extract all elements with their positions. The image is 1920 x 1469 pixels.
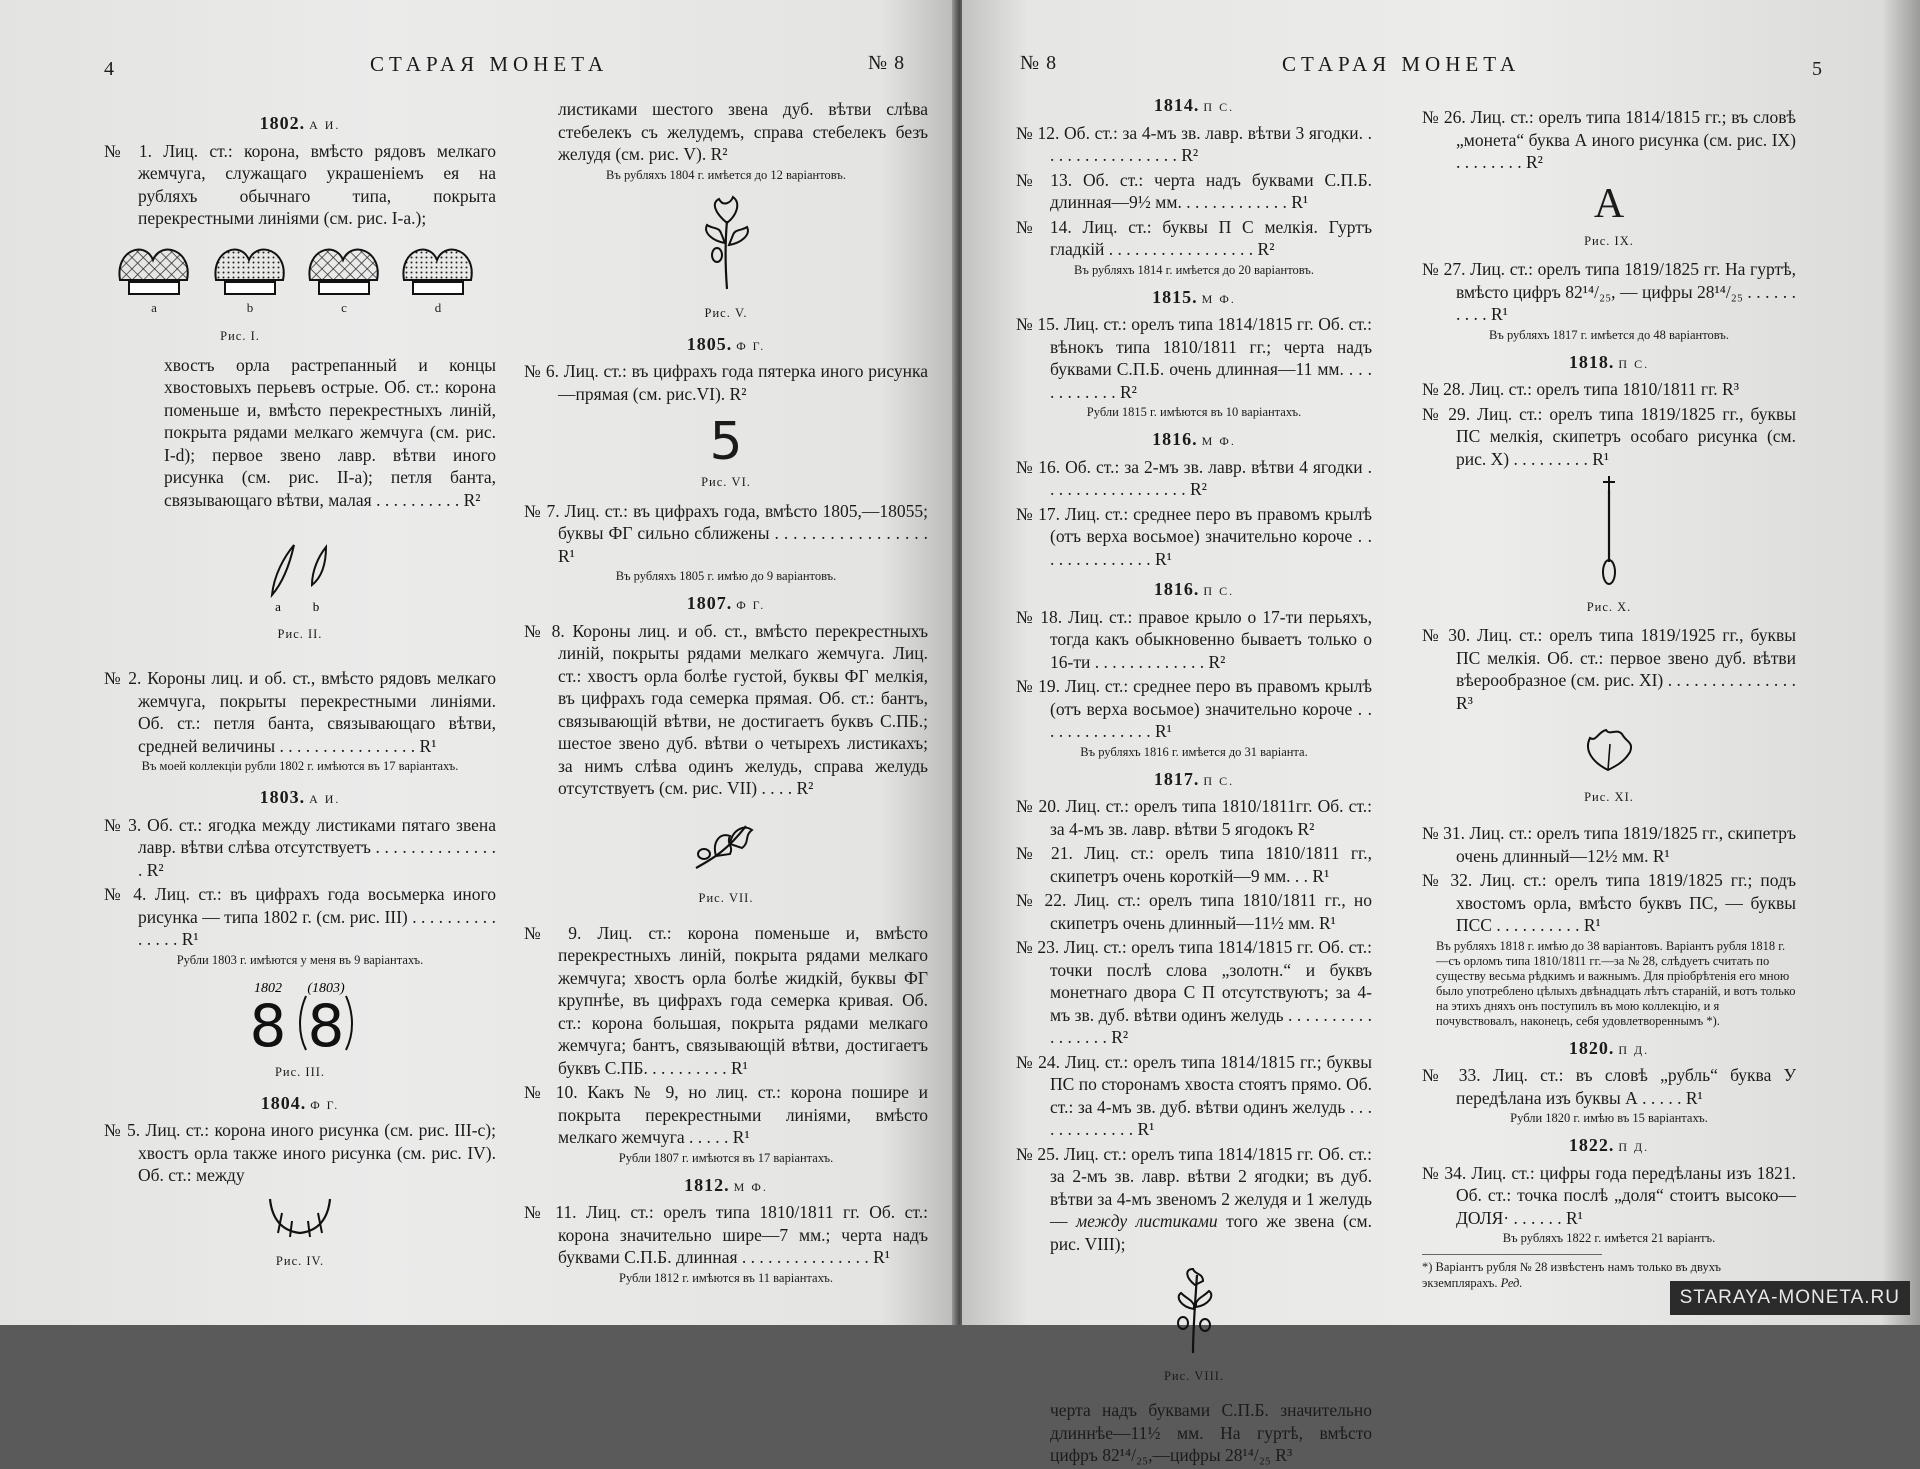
entry-9: № 9. Лиц. ст.: корона поменьше и, вмѣсто перекрестныхъ линій, покрыта рядами мелкаго жемчуга; хвостъ орла болѣе жидкій, буквы ФГ крупнѣе, въ цифрахъ года семерка кривая. Об. ст.: корона большая, покрыта рядами мелкаго жемчуга; бантъ, связывающій вѣтви, достигаетъ буквъ С.ПБ. . . . . . . . . . R¹ bbox=[524, 922, 928, 1078]
entry-22: № 22. Лиц. ст.: орелъ типа 1810/1811 гг., но скипетръ очень длинный—11½ мм. R¹ bbox=[1016, 890, 1372, 933]
entry-24: № 24. Лиц. ст.: орелъ типа 1814/1815 гг.; буквы ПС по сторонамъ хвоста стоятъ прямо. Об. ст.: за 4-мъ зв. дуб. вѣтви одинъ желудь . . . . . . . . . . . . . R¹ bbox=[1016, 1051, 1372, 1139]
figure-5-caption: Рис. V. bbox=[704, 306, 748, 320]
year-heading-1816-ps: 1816. П С. bbox=[1153, 579, 1235, 599]
fig3-label-1803: (1803) bbox=[307, 980, 345, 996]
figure-10-sceptre bbox=[1422, 476, 1796, 592]
figure-7-caption: Рис. VII. bbox=[698, 891, 754, 905]
year-heading-1805: 1805. Ф Г. bbox=[686, 333, 766, 354]
figure-7-branch bbox=[524, 806, 928, 884]
figure-11-caption: Рис. XI. bbox=[1584, 789, 1634, 804]
figure-4-caption: Рис. IV. bbox=[275, 1254, 325, 1268]
entry-11: № 11. Лиц. ст.: орелъ типа 1810/1811 гг. Об. ст.: корона значительно шире—7 мм.; черта надъ буквами С.П.Б. длинная . . . . . . . . . . . . . . . R¹ bbox=[524, 1202, 928, 1267]
entry-27: № 27. Лиц. ст.: орелъ типа 1819/1825 гг. На гуртѣ, вмѣсто цифръ 82¹⁴/₂₅, — цифры 28¹⁴/₂₅ . . . . . . . . . . R¹ bbox=[1422, 259, 1796, 324]
entry-21: № 21. Лиц. ст.: орелъ типа 1810/1811 гг., скипетръ очень короткій—9 мм. . . R¹ bbox=[1016, 843, 1372, 886]
entry-29: № 29. Лиц. ст.: орелъ типа 1819/1825 гг., буквы ПС мелкія, скипетръ особаго рисунка (см. рис. X) . . . . . . . . . R¹ bbox=[1422, 403, 1796, 469]
entry-1: № 1. Лиц. ст.: корона, вмѣсто рядовъ мелкаго жемчуга, служащаго украшеніемъ ея на рубляхъ обычнаго типа, покрыта перекрестными линіями (см. рис. I-a.); bbox=[104, 140, 496, 228]
fig1-label-a: a bbox=[151, 299, 157, 315]
right-column-2 bbox=[1422, 82, 1796, 1291]
figure-4-tail bbox=[104, 1193, 496, 1247]
entry-16: № 16. Об. ст.: за 2-мъ зв. лавр. вѣтви 4 ягодки . . . . . . . . . . . . . . . . . R² bbox=[1016, 456, 1372, 499]
entry-17: № 17. Лиц. ст.: среднее перо въ правомъ крылѣ (отъ верха восьмое) значительно короче . . . . . . . . . . . . . . R¹ bbox=[1016, 503, 1372, 569]
year-heading-1822: 1822. П Д. bbox=[1568, 1135, 1650, 1155]
note-1816: Въ рубляхъ 1816 г. имѣется до 31 варіанта. bbox=[1080, 744, 1308, 759]
page-number: 5 bbox=[1812, 58, 1822, 80]
year-heading-1802: 1802. А И. bbox=[259, 113, 341, 133]
site-watermark: STARAYA-MONETA.RU bbox=[1670, 1281, 1910, 1315]
figure-1-caption: Рис. I. bbox=[220, 329, 260, 343]
year-heading-1814: 1814. П С. bbox=[1153, 95, 1235, 115]
oak-leaves-illustration bbox=[686, 806, 766, 878]
running-head: СТАРАЯ МОНЕТА bbox=[1282, 52, 1521, 76]
entry-28: № 28. Лиц. ст.: орелъ типа 1810/1811 гг. R³ bbox=[1422, 379, 1739, 399]
entry-1-continued: хвостъ орла растрепанный и концы хвостовыхъ перьевъ острые. Об. ст.: корона поменьше и, вмѣсто перекрестныхъ линій, покрыта рядами мелкаго жемчуга (см. рис. I-d); первое звено лавр. вѣтви иного рисунка (см. рис. II-a); петля банта, связывающаго вѣтви, малая . . . . . . . . . . R² bbox=[164, 354, 496, 510]
entry-33: № 33. Лиц. ст.: въ словѣ „рубль“ буква У передѣлана изъ буквы А . . . . . R¹ bbox=[1422, 1065, 1796, 1108]
footnote-text: *) Варіантъ рубля № 28 извѣстенъ намъ только въ двухъ экземплярахъ. bbox=[1422, 1260, 1721, 1290]
crowns-illustration bbox=[105, 236, 495, 316]
eights-illustration bbox=[230, 974, 370, 1060]
running-head: СТАРАЯ МОНЕТА bbox=[370, 52, 609, 76]
crown-c bbox=[309, 249, 377, 293]
fan-leaf-illustration bbox=[1574, 720, 1644, 776]
leaves-illustration bbox=[250, 533, 350, 613]
entry-14: № 14. Лиц. ст.: буквы П С мелкія. Гуртъ гладкій . . . . . . . . . . . . . . . . . R² bbox=[1016, 216, 1372, 259]
note-1820: Рубли 1820 г. имѣю въ 15 варіантахъ. bbox=[1510, 1111, 1708, 1125]
page-number: 4 bbox=[104, 58, 114, 80]
entry-30: № 30. Лиц. ст.: орелъ типа 1819/1925 гг., буквы ПС мелкія. Об. ст.: первое звено дуб. вѣтви вѣерообразное (см. рис. XI) . . . . . . . . . . . . . . . R³ bbox=[1422, 625, 1796, 713]
sceptre-illustration bbox=[1589, 476, 1629, 586]
entry-5: № 5. Лиц. ст.: корона иного рисунка (см. рис. III-c); хвостъ орла также иного рисунка (см. рис. IV). Об. ст.: между bbox=[104, 1120, 496, 1185]
year-heading-1803: 1803. А И. bbox=[259, 787, 341, 807]
entry-3: № 3. Об. ст.: ягодка между листиками пятаго звена лавр. вѣтви слѣва отсутствуетъ . . . . . . . . . . . . . . . R² bbox=[104, 814, 496, 880]
figure-3-caption: Рис. III. bbox=[274, 1065, 326, 1079]
crown-b bbox=[215, 249, 283, 293]
footnote bbox=[1422, 1254, 1721, 1291]
entry-8: № 8. Короны лиц. и об. ст., вмѣсто перекрестныхъ линій, покрыты рядами мелкаго жемчуга. Лиц. ст.: хвостъ орла болѣе густой, буквы ФГ мелкія, въ цифрахъ года семерка прямая. Об. ст.: бантъ, связывающій вѣтви, не достигаетъ буквъ С.ПБ.; шестое звено дуб. вѣтви о четырехъ листикахъ; за нимъ слѣва одинъ желудь, справа желудь отсутствуетъ (см. рис. VII) . . . . R² bbox=[524, 620, 928, 798]
entry-4: № 4. Лиц. ст.: въ цифрахъ года восьмерка иного рисунка — типа 1802 г. (см. рис. III) . . . . . . . . . . . . . . . R¹ bbox=[104, 884, 496, 949]
entry-31: № 31. Лиц. ст.: орелъ типа 1819/1825 гг., скипетръ очень длинный—12½ мм. R¹ bbox=[1422, 823, 1796, 866]
right-column-1 bbox=[1016, 90, 1372, 1469]
note-1804: Въ рубляхъ 1804 г. имѣется до 12 варіантовъ. bbox=[606, 167, 846, 182]
svg-text:8: 8 bbox=[307, 991, 345, 1060]
year-heading-1804: 1804. Ф Г. bbox=[260, 1092, 340, 1113]
note-1802: Въ моей коллекціи рубли 1802 г. имѣются въ 17 варіантахъ. bbox=[141, 759, 459, 773]
entry-25-continued: черта надъ буквами С.П.Б. значительно длиннѣе—11½ мм. На гуртѣ, вмѣсто цифръ 82¹⁴/₂₅,—цифры 28¹⁴/₂₅ R³ bbox=[1050, 1400, 1372, 1465]
figure-5-branch bbox=[524, 193, 928, 299]
fig1-label-d: d bbox=[434, 299, 442, 315]
figure-2-leaves bbox=[104, 533, 496, 619]
fig1-label-b: b bbox=[246, 299, 254, 315]
tail-illustration bbox=[260, 1193, 340, 1241]
svg-text:8: 8 bbox=[249, 991, 287, 1060]
note-1803: Рубли 1803 г. имѣются у меня въ 9 варіантахъ. bbox=[176, 952, 424, 967]
fig2-label-a: a bbox=[275, 599, 281, 614]
entry-23: № 23. Лиц. ст.: орелъ типа 1814/1815 гг. Об. ст.: точки послѣ слова „золотн.“ и буквъ монетнаго двора С П отсутствуютъ; за 4-мъ зв. дуб. вѣтви одинъ желудь . . . . . . . . . . . . . . . . . R² bbox=[1016, 937, 1372, 1047]
figure-8-branch bbox=[1016, 1265, 1372, 1361]
note-1805: Въ рубляхъ 1805 г. имѣю до 9 варіантовъ. bbox=[615, 569, 837, 583]
year-heading-1820: 1820. П Д. bbox=[1568, 1037, 1650, 1058]
entry-12: № 12. Об. ст.: за 4-мъ зв. лавр. вѣтви 3 ягодки. . . . . . . . . . . . . . . . . R² bbox=[1016, 122, 1372, 165]
entry-25: № 25. Лиц. ст.: орелъ типа 1814/1815 гг. Об. ст.: за 2-мъ зв. лавр. вѣтви 2 ягодки; въ дуб. вѣтви за 4-мъ звеномъ 2 желудя и 1 желудь — между листиками того же звена (см. рис. VIII); bbox=[1016, 1143, 1373, 1254]
entry-18: № 18. Лиц. ст.: правое крыло о 17-ти перьяхъ, тогда какъ обыкновенно бываетъ только о 16-ти . . . . . . . . . . . . . R² bbox=[1016, 606, 1372, 672]
note-1822: Въ рубляхъ 1822 г. имѣется 21 варіантъ. bbox=[1502, 1231, 1716, 1245]
entry-2: № 2. Короны лиц. и об. ст., вмѣсто рядовъ мелкаго жемчуга, покрыты перекрестными линіями. Об. ст.: петля банта, связывающаго вѣтви, средней величины . . . . . . . . . . . . . . . . R¹ bbox=[104, 668, 496, 756]
entry-26: № 26. Лиц. ст.: орелъ типа 1814/1815 гг.; въ словѣ „монета“ буква А иного рисунка (см. рис. IX) . . . . . . . . R² bbox=[1422, 107, 1796, 172]
entry-10: № 10. Какъ № 9, но лиц. ст.: корона пошире и покрыта перекрестными линіями, вмѣсто мелкаго жемчуга . . . . . R¹ bbox=[524, 1082, 928, 1147]
note-1815: Рубли 1815 г. имѣются въ 10 варіантахъ. bbox=[1086, 405, 1302, 419]
entry-7: № 7. Лиц. ст.: въ цифрахъ года, вмѣсто 1805,—18055; буквы ФГ сильно сближены . . . . . . . . . . . . . . . . . R¹ bbox=[524, 500, 928, 566]
issue-number: № 8 bbox=[1020, 52, 1058, 74]
figure-9-caption: Рис. IX. bbox=[1584, 233, 1634, 248]
crown-a bbox=[119, 249, 187, 293]
left-page bbox=[0, 0, 958, 1325]
entry-13: № 13. Об. ст.: черта надъ буквами С.П.Б. длинная—9½ мм. . . . . . . . . . . . . R¹ bbox=[1016, 169, 1372, 212]
fig3-label-1802: 1802 bbox=[254, 980, 282, 996]
footnote-editor: Ред. bbox=[1500, 1276, 1523, 1290]
left-column-1 bbox=[104, 82, 496, 1279]
entry-6: № 6. Лиц. ст.: въ цифрахъ года пятерка иного рисунка—прямая (см. рис.VI). R² bbox=[524, 361, 928, 404]
year-heading-1818: 1818. П С. bbox=[1568, 351, 1650, 372]
figure-6-five: 5 bbox=[709, 412, 743, 472]
crown-d bbox=[403, 249, 471, 293]
oak-branch-illustration bbox=[691, 193, 761, 293]
figure-1-crowns bbox=[104, 236, 496, 322]
entry-34: № 34. Лиц. ст.: цифры года передѣланы изъ 1821. Об. ст.: точка послѣ „доля“ стоитъ высоко—ДОЛЯ· . . . . . . R¹ bbox=[1422, 1162, 1796, 1228]
figure-8-caption: Рис. VIII. bbox=[1163, 1368, 1225, 1383]
note-1817: Въ рубляхъ 1817 г. имѣется до 48 варіантовъ. bbox=[1489, 327, 1729, 342]
year-heading-1817: 1817. П С. bbox=[1153, 768, 1235, 789]
entry-20: № 20. Лиц. ст.: орелъ типа 1810/1811гг. Об. ст.: за 4-мъ зв. лавр. вѣтви 5 ягодокъ R² bbox=[1016, 796, 1372, 839]
year-heading-1812: 1812. М Ф. bbox=[684, 1174, 768, 1195]
year-heading-1816-mf: 1816. М Ф. bbox=[1152, 429, 1236, 449]
note-1812: Рубли 1812 г. имѣются въ 11 варіантахъ. bbox=[619, 1270, 833, 1285]
figure-3-eights bbox=[104, 974, 496, 1058]
laurel-branch-illustration bbox=[1159, 1265, 1229, 1355]
entry-19: № 19. Лиц. ст.: среднее перо въ правомъ крылѣ (отъ верха восьмое) значительно короче . . . . . . . . . . . . . . R¹ bbox=[1016, 676, 1372, 741]
year-heading-1807: 1807. Ф Г. bbox=[686, 593, 766, 613]
figure-11-leaf bbox=[1422, 720, 1796, 782]
entry-15: № 15. Лиц. ст.: орелъ типа 1814/1815 гг. Об. ст.: вѣнокъ типа 1810/1811 гг.; черта надъ буквами С.П.Б. очень длинная—11 мм. . . . . . . . . . . . R² bbox=[1016, 314, 1372, 402]
right-page bbox=[962, 0, 1920, 1465]
figure-2-caption: Рис. II. bbox=[277, 626, 323, 641]
figure-9-letter-a: A bbox=[1593, 180, 1625, 227]
left-column-2 bbox=[524, 98, 928, 1290]
fig2-label-b: b bbox=[312, 599, 320, 614]
note-1818: Въ рубляхъ 1818 г. имѣю до 38 варіантовъ. Варіантъ рубля 1818 г.—съ орломъ типа 1810/1811 гг.—за № 28, слѣдуетъ считать по существу весьма рѣдкимъ и важнымъ. Для пріобрѣтенія его мною было употреблено цѣлыхъ двѣнадцать лѣтъ стараній, и вотъ только на этихъ дняхъ онъ поступилъ въ мою коллекцію, и я почувствовалъ, наконецъ, себя удовлетвореннымъ *). bbox=[1436, 938, 1796, 1028]
entry-32: № 32. Лиц. ст.: орелъ типа 1819/1825 гг.; подъ хвостомъ орла, вмѣсто буквъ ПС, — буквы ПСС . . . . . . . . . . R¹ bbox=[1422, 870, 1796, 935]
figure-10-caption: Рис. X. bbox=[1586, 599, 1632, 614]
year-heading-1815: 1815. М Ф. bbox=[1152, 286, 1236, 307]
issue-number: № 8 bbox=[868, 52, 906, 74]
fig1-label-c: c bbox=[341, 299, 347, 315]
note-1807: Рубли 1807 г. имѣются въ 17 варіантахъ. bbox=[618, 1150, 834, 1165]
note-1814: Въ рубляхъ 1814 г. имѣется до 20 варіантовъ. bbox=[1074, 262, 1314, 277]
figure-6-caption: Рис. VI. bbox=[701, 475, 751, 489]
entry-5-continued: листиками шестого звена дуб. вѣтви слѣва стебелекъ съ желудемъ, справа стебелекъ безъ желудя (см. рис. V). R² bbox=[558, 99, 928, 164]
